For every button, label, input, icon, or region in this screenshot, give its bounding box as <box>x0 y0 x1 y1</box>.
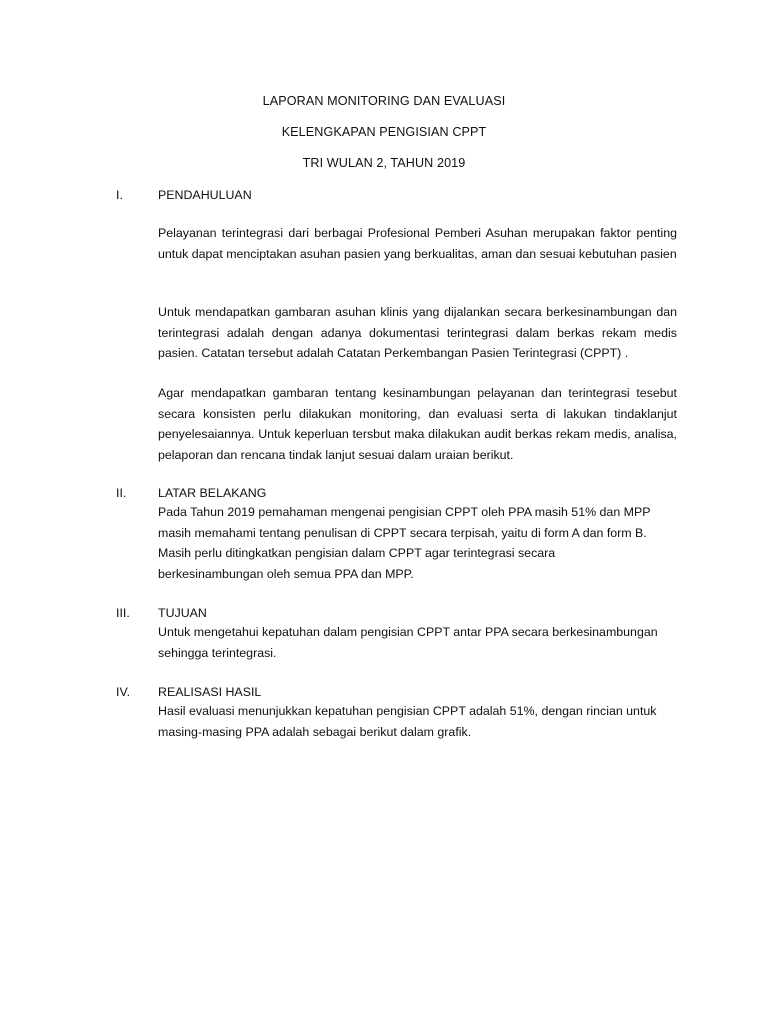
section-1-heading: PENDAHULUAN <box>158 188 252 202</box>
report-period: TRI WULAN 2, TAHUN 2019 <box>302 156 466 170</box>
section-2-heading: LATAR BELAKANG <box>158 486 267 500</box>
section-3-number: III. <box>116 606 130 620</box>
section-4-heading: REALISASI HASIL <box>158 685 262 699</box>
section-4-paragraph-1: Hasil evaluasi menunjukkan kepatuhan pengisian CPPT adalah 51%, dengan rincian untuk masing-masing PPA adalah sebagai berikut dalam grafik. <box>158 704 657 739</box>
section-3-heading: TUJUAN <box>158 606 207 620</box>
section-2-number: II. <box>116 486 127 500</box>
section-1-paragraph-2: Untuk mendapatkan gambaran asuhan klinis yang dijalankan secara berkesinambungan dan terintegrasi adalah dengan adanya dokumentasi terintegrasi dalam berkas rekam medis pasien. Catatan tersebut adalah Catatan Perkembangan Pasien Terintegrasi (CPPT) . <box>158 305 677 361</box>
section-1-paragraph-3: Agar mendapatkan gambaran tentang kesinambungan pelayanan dan terintegrasi tesebut secara konsisten perlu dilakukan monitoring, dan evaluasi serta di lakukan tindaklanjut penyelesaiannya. Untuk keperluan tersbut maka dilakukan audit berkas rekam medis, analisa, pelaporan dan rencana tindak lanjut sesuai dalam uraian berikut. <box>158 386 677 462</box>
section-1-number: I. <box>116 188 123 202</box>
section-3-paragraph-1: Untuk mengetahui kepatuhan dalam pengisian CPPT antar PPA secara berkesinambungan sehingga terintegrasi. <box>158 625 658 660</box>
report-title: LAPORAN MONITORING DAN EVALUASI <box>262 94 506 108</box>
section-1-paragraph-1: Pelayanan terintegrasi dari berbagai Profesional Pemberi Asuhan merupakan faktor penting untuk dapat menciptakan asuhan pasien yang berkualitas, aman dan sesuai kebutuhan pasien <box>158 226 677 261</box>
section-4-number: IV. <box>116 685 131 699</box>
section-2-paragraph-1: Pada Tahun 2019 pemahaman mengenai pengisian CPPT oleh PPA masih 51% dan MPP masih memahami tentang penulisan di CPPT secara terpisah, yaitu di form A dan form B. Masih perlu ditingkatkan pengisian dalam CPPT agar terintegrasi secara berkesinambungan oleh semua PPA dan MPP. <box>158 505 651 581</box>
report-subtitle: KELENGKAPAN PENGISIAN CPPT <box>281 125 487 139</box>
